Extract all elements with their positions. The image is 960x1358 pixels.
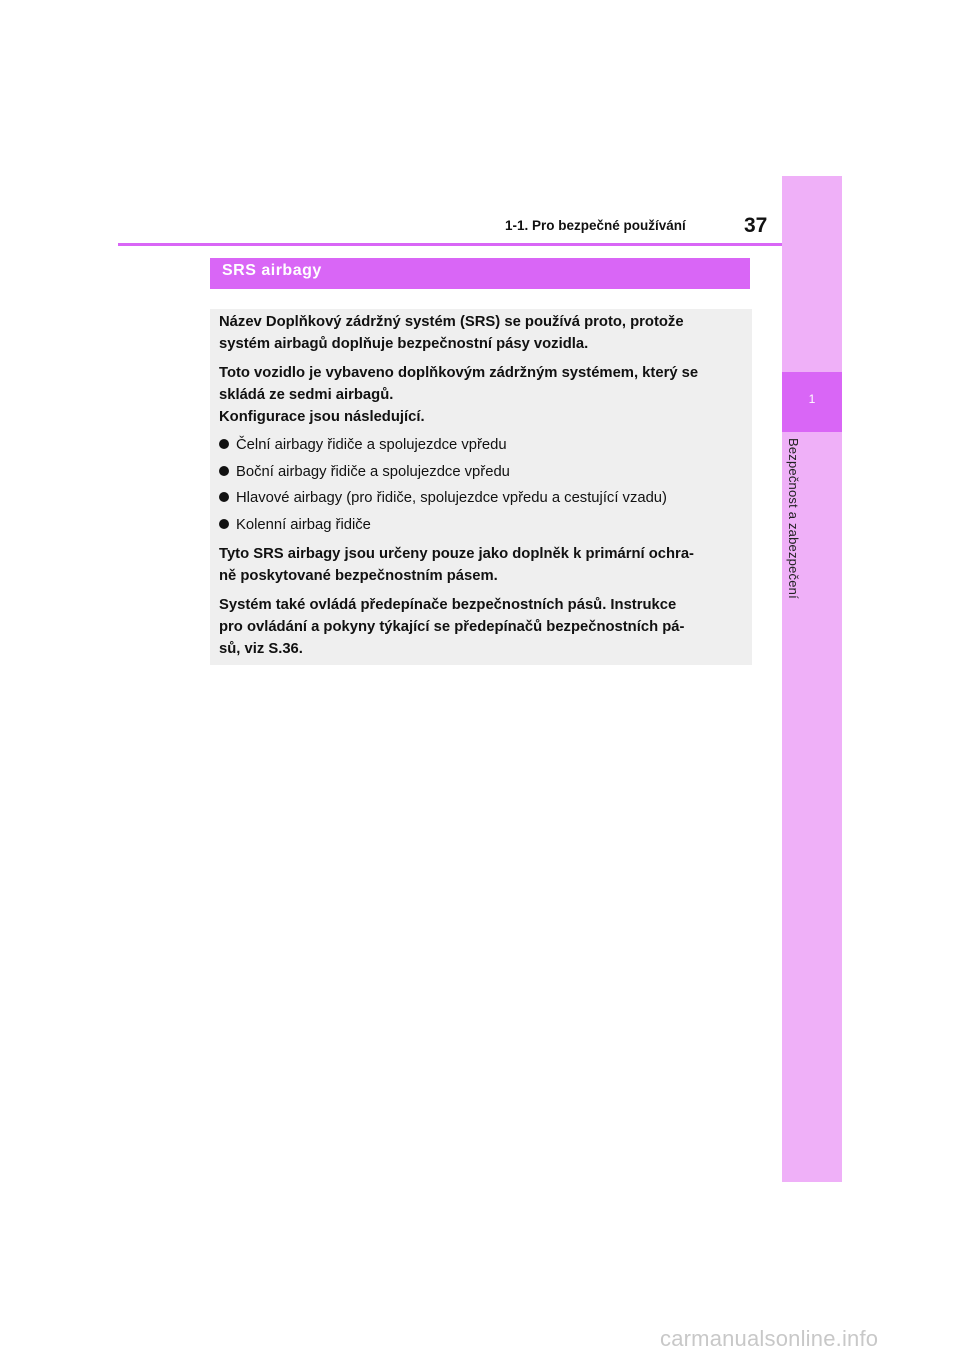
list-item: Čelní airbagy řidiče a spolujezdce vpředu bbox=[219, 434, 744, 456]
footer-watermark: carmanualsonline.info bbox=[660, 1326, 879, 1351]
header-section-title: 1-1. Pro bezpečné používání bbox=[505, 218, 686, 233]
bullet-dot-icon bbox=[219, 519, 229, 529]
chapter-title: Bezpečnost a zabezpečení bbox=[786, 438, 801, 599]
list-item: Boční airbagy řidiče a spolujezdce vpředu bbox=[219, 461, 744, 483]
paragraph-srs-name: Název Doplňkový zádržný systém (SRS) se používá proto, protože systém airbagů doplňuje bezpečnostní pásy vozidla. bbox=[219, 314, 684, 352]
paragraph-airbag-config: Toto vozidlo je vybaveno doplňkovým zádržným systémem, který se skládá ze sedmi airbagů. Konfigurace jsou následující. bbox=[219, 365, 699, 425]
bullet-dot-icon bbox=[219, 492, 229, 502]
list-item: Hlavové airbagy (pro řidiče, spolujezdce vpředu a cestující vzadu) bbox=[219, 487, 744, 509]
header-divider bbox=[118, 243, 782, 246]
bullet-dot-icon bbox=[219, 439, 229, 449]
chapter-number: 1 bbox=[808, 392, 816, 406]
list-item: Kolenní airbag řidiče bbox=[219, 514, 744, 536]
paragraph-supplement: Tyto SRS airbagy jsou určeny pouze jako doplněk k primární ochra- ně poskytované bezpečnostním pásem. bbox=[219, 546, 694, 584]
bullet-dot-icon bbox=[219, 466, 229, 476]
paragraph-pretensioners: Systém také ovládá předepínače bezpečnostních pásů. Instrukce pro ovládání a pokyny týkající se předepínačů bezpečnostních pá- sů, viz S.36. bbox=[219, 597, 685, 657]
section-title: SRS airbagy bbox=[222, 262, 322, 279]
chapter-side-tab bbox=[782, 176, 842, 1182]
page-number: 37 bbox=[744, 214, 768, 237]
